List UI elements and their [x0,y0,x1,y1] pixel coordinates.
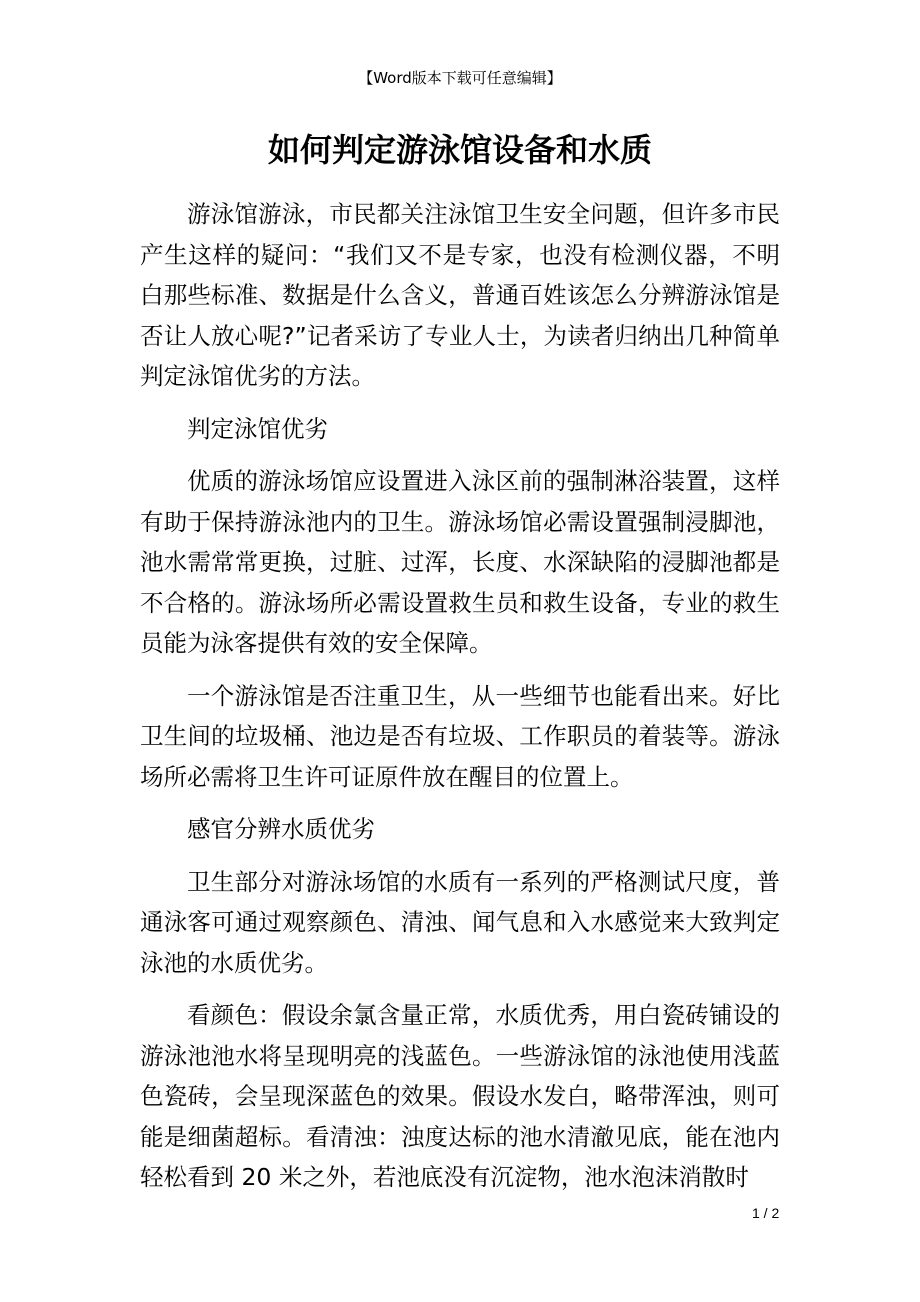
section-heading-water-quality: 感官分辨水质优劣 [187,815,375,843]
paragraph-hygiene-details: 一个游泳馆是否注重卫生，从一些细节也能看出来。好比卫生间的垃圾桶、池边是否有垃圾、工作职员的着装等。游泳场所必需将卫生许可证原件放在醒目的位置上。 [140,681,780,791]
section-heading-judge-venue: 判定泳馆优劣 [187,414,328,443]
header-note: 【Word版本下载可任意编辑】 [358,69,562,87]
paragraph-intro: 游泳馆游泳，市民都关注泳馆卫生安全问题，但许多市民产生这样的疑问：“我们又不是专家，也没有检测仪器，不明白那些标准、数据是什么含义，普通百姓该怎么分辨游泳馆是否让人放心呢?”记者采访了专业人士，为读者归纳出几种简单判定泳馆优劣的方法。 [140,200,780,390]
page-number: 1 / 2 [752,1205,780,1221]
paragraph-color-clarity: 看颜色：假设余氯含量正常，水质优秀，用白瓷砖铺设的游泳池池水将呈现明亮的浅蓝色。一些游泳馆的泳池使用浅蓝色瓷砖，会呈现深蓝色的效果。假设水发白，略带浑浊，则可能是细菌超标。看清浊：浊度达标的池水清澈见底，能在池内轻松看到 20 米之外，若池底没有沉淀物，池水泡沫消散时 [140,1001,780,1191]
paragraph-water-standards: 卫生部分对游泳场馆的水质有一系列的严格测试尺度，普通泳客可通过观察颜色、清浊、闻气息和入水感觉来大致判定泳池的水质优劣。 [140,867,780,977]
paragraph-facilities: 优质的游泳场馆应设置进入泳区前的强制淋浴装置，这样有助于保持游泳池内的卫生。游泳场馆必需设置强制浸脚池，池水需常常更换，过脏、过浑，长度、水深缺陷的浸脚池都是不合格的。游泳场所必需设置救生员和救生设备，专业的救生员能为泳客提供有效的安全保障。 [140,467,780,657]
document-title: 如何判定游泳馆设备和水质 [267,131,652,169]
document-body [140,194,780,1198]
